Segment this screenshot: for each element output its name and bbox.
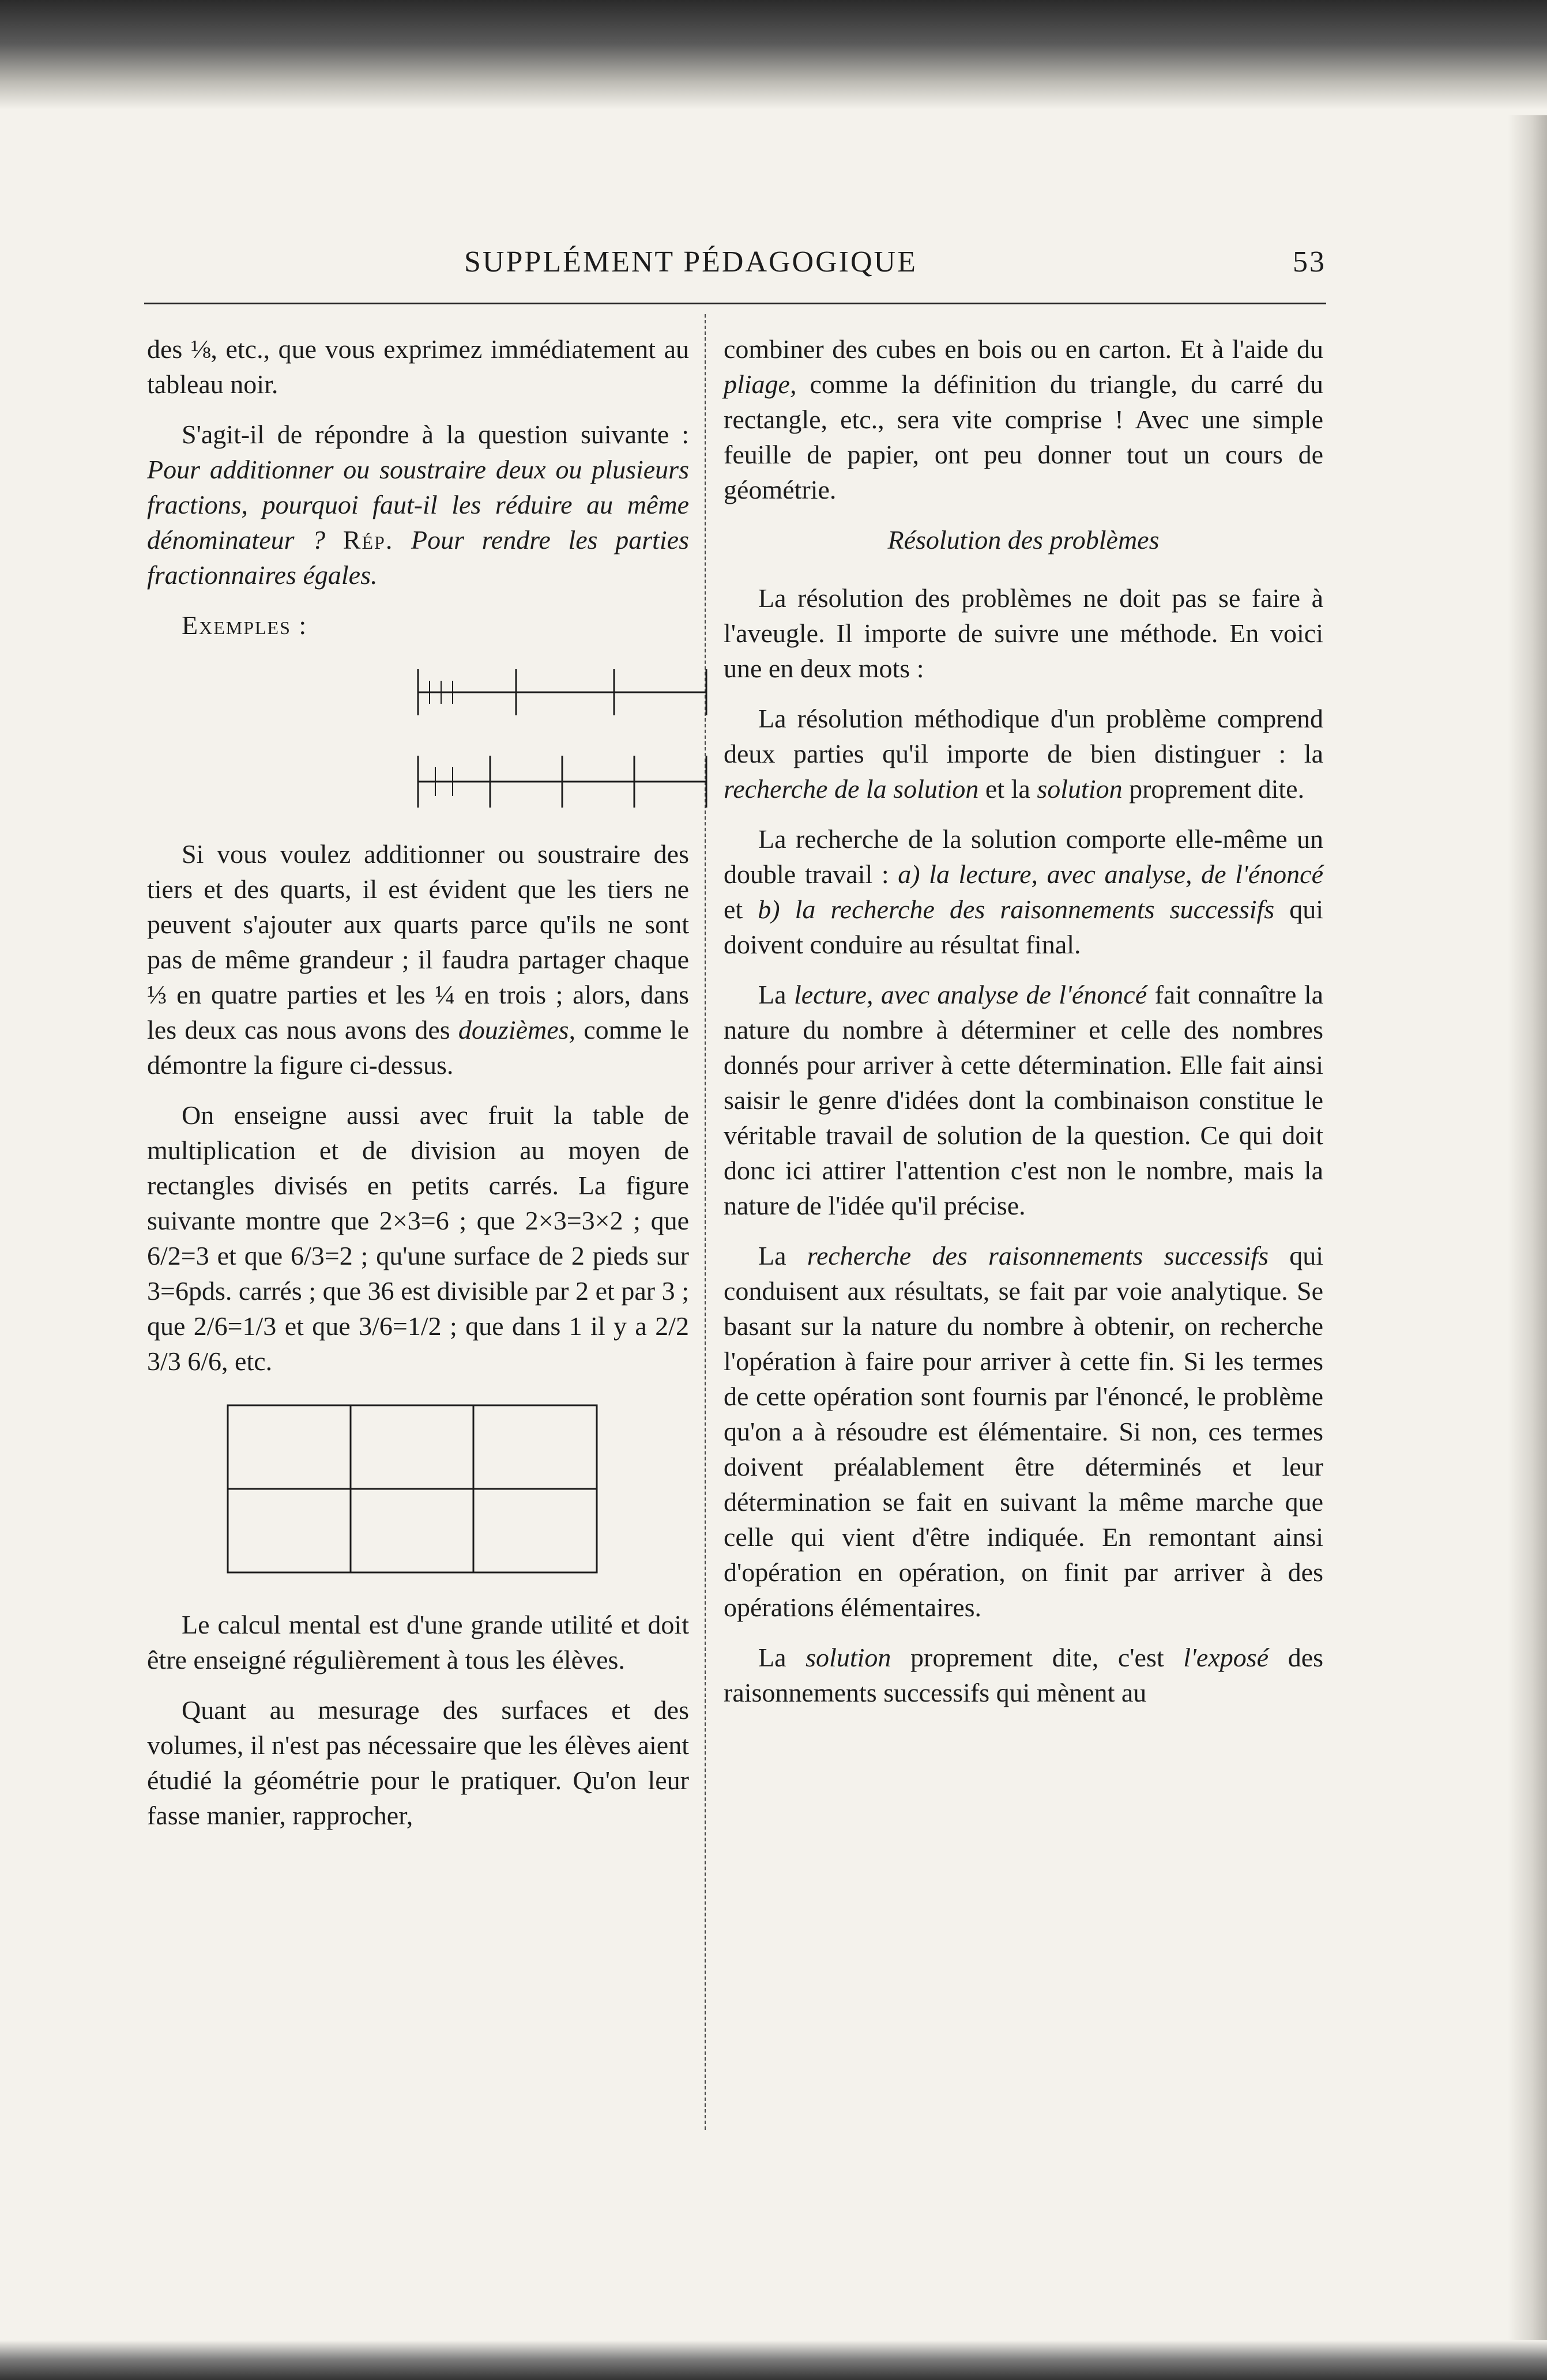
paragraph: On enseigne aussi avec fruit la table de multiplication et de division au moyen de rectangles divisés en petits carrés. La figure suivante montre que 2×3=6 ; que 2×3=3×2 ; que 6/2=3 et que 6/3=2 ; qu'une surface de 2 pieds sur 3=6pds. carrés ; que 36 est divisible par 2 et par 3 ; que 2/6=1/3 et que 3/6=1/2 ; que dans 1 il y a 2/2 3/3 6/6, etc.	[147, 1100, 689, 1376]
italic-text: Pour additionner ou soustraire deux ou plusieurs fractions, pourquoi faut-il les réduire au même dénominateur ?	[147, 455, 689, 555]
rectangle-grid-figure	[216, 1394, 608, 1584]
running-header	[144, 239, 1326, 285]
text: des raisonnements successifs qui mènent au	[724, 1643, 1324, 1707]
italic-text: recherche de la solution	[724, 774, 979, 804]
text: comme la définition du triangle, du carré du rectangle, etc., sera vite comprise ! Avec une simple feuille de papier, ont peu donner tout un cours de géométrie.	[724, 369, 1323, 504]
scan-border-right	[1508, 115, 1547, 2340]
paragraph	[724, 331, 1323, 507]
paragraph: Quant au mesurage des surfaces et des volumes, il n'est pas nécessaire que les élèves aient étudié la géométrie pour le pratiquer. Qu'on leur fasse manier, rapprocher,	[147, 1695, 689, 1830]
text: fait connaître la nature du nombre à déterminer et celle des nombres donnés pour arriver à cette détermination. Elle fait ainsi saisir le genre d'idées dont la combinaison constitue le véritable travail de solution de la question. Ce qui doit donc ici attirer l'attention c'est non le nombre, mais la nature de l'idée qu'il précise.	[724, 980, 1324, 1220]
paragraph: des ⅛, etc., que vous exprimez immédiatement au tableau noir.	[147, 334, 689, 399]
paragraph	[724, 1238, 1323, 1625]
examples-label	[147, 608, 689, 643]
fraction-figure	[412, 658, 712, 819]
scan-border-bottom	[0, 2340, 1547, 2380]
section-heading: Résolution des problèmes	[887, 525, 1160, 555]
italic-text: recherche des raisonnements successifs	[807, 1241, 1269, 1270]
scan-border-top	[0, 0, 1547, 110]
text: Si vous voulez additionner ou soustraire des tiers et des quarts, il est évident que les tiers ne peuvent s'ajouter aux quarts parce qu'ils ne sont pas de même grandeur ; il faudra partager chaque ⅓ en quatre parties et les ¼ en trois ; alors, dans les deux cas nous avons des	[147, 839, 689, 1044]
text: et	[724, 895, 743, 924]
left-column	[147, 331, 689, 1848]
header-rule	[144, 303, 1326, 304]
text: La	[758, 980, 786, 1009]
header-title: SUPPLÉMENT PÉDAGOGIQUE	[464, 246, 917, 278]
paragraph	[724, 701, 1323, 806]
paragraph	[147, 836, 689, 1082]
text: La résolution méthodique d'un problème comprend deux parties qu'il importe de bien distinguer : la	[724, 704, 1323, 768]
text: qui conduisent aux résultats, se fait par voie analytique. Se basant sur la nature du nombre à obtenir, on recherche l'opération à faire pour arriver à cette fin. Si les termes de cette opération sont fournis par l'énoncé, le problème qu'on a à résoudre est élémentaire. Si non, ces termes doivent préalablement être déterminés et leur détermination se fait en suivant la même marche que celle qui vient d'être indiquée. En remontant ainsi d'opération en opération, on finit par arriver à des opérations élémentaires.	[724, 1241, 1323, 1622]
italic-text: l'exposé	[1183, 1643, 1269, 1672]
text: combiner des cubes en bois ou en carton. Et à l'aide du	[724, 334, 1323, 364]
text: proprement dite.	[1129, 774, 1305, 804]
paragraph	[724, 1640, 1323, 1710]
rep-label: Rép.	[342, 525, 394, 555]
paragraph: La résolution des problèmes ne doit pas se faire à l'aveugle. Il importe de suivre une méthode. En voici une en deux mots :	[724, 583, 1323, 683]
text: La	[758, 1241, 786, 1270]
text: et la	[985, 774, 1030, 804]
text: proprement dite, c'est	[910, 1643, 1164, 1672]
paragraph	[724, 977, 1323, 1223]
italic-text: pliage,	[724, 369, 797, 399]
italic-text: lecture, avec analyse de l'énoncé	[793, 980, 1147, 1009]
paragraph	[724, 821, 1323, 962]
text: La recherche de la solution comporte elle-même un double travail :	[724, 824, 1323, 889]
column-divider	[705, 314, 706, 2130]
italic-text: b) la recherche des raisonnements successifs	[758, 895, 1275, 924]
right-column	[724, 331, 1323, 1725]
text: qui doivent conduire au résultat final.	[724, 895, 1324, 959]
italic-text: a) la lecture, avec analyse, de l'énoncé	[898, 859, 1323, 889]
italic-text: Pour rendre les parties fractionnaires égales.	[147, 525, 689, 590]
italic-text: solution	[1037, 774, 1123, 804]
paragraph: Le calcul mental est d'une grande utilité et doit être enseigné régulièrement à tous les élèves.	[147, 1610, 689, 1674]
italic-text: douzièmes,	[458, 1015, 576, 1044]
text: Exemples :	[182, 610, 308, 640]
italic-text: solution	[806, 1643, 891, 1672]
paragraph	[147, 417, 689, 593]
text: comme le démontre la figure ci-dessus.	[147, 1015, 690, 1080]
text: La	[758, 1643, 786, 1672]
page-number: 53	[1293, 246, 1326, 278]
text: S'agit-il de répondre à la question suivante :	[182, 420, 689, 449]
